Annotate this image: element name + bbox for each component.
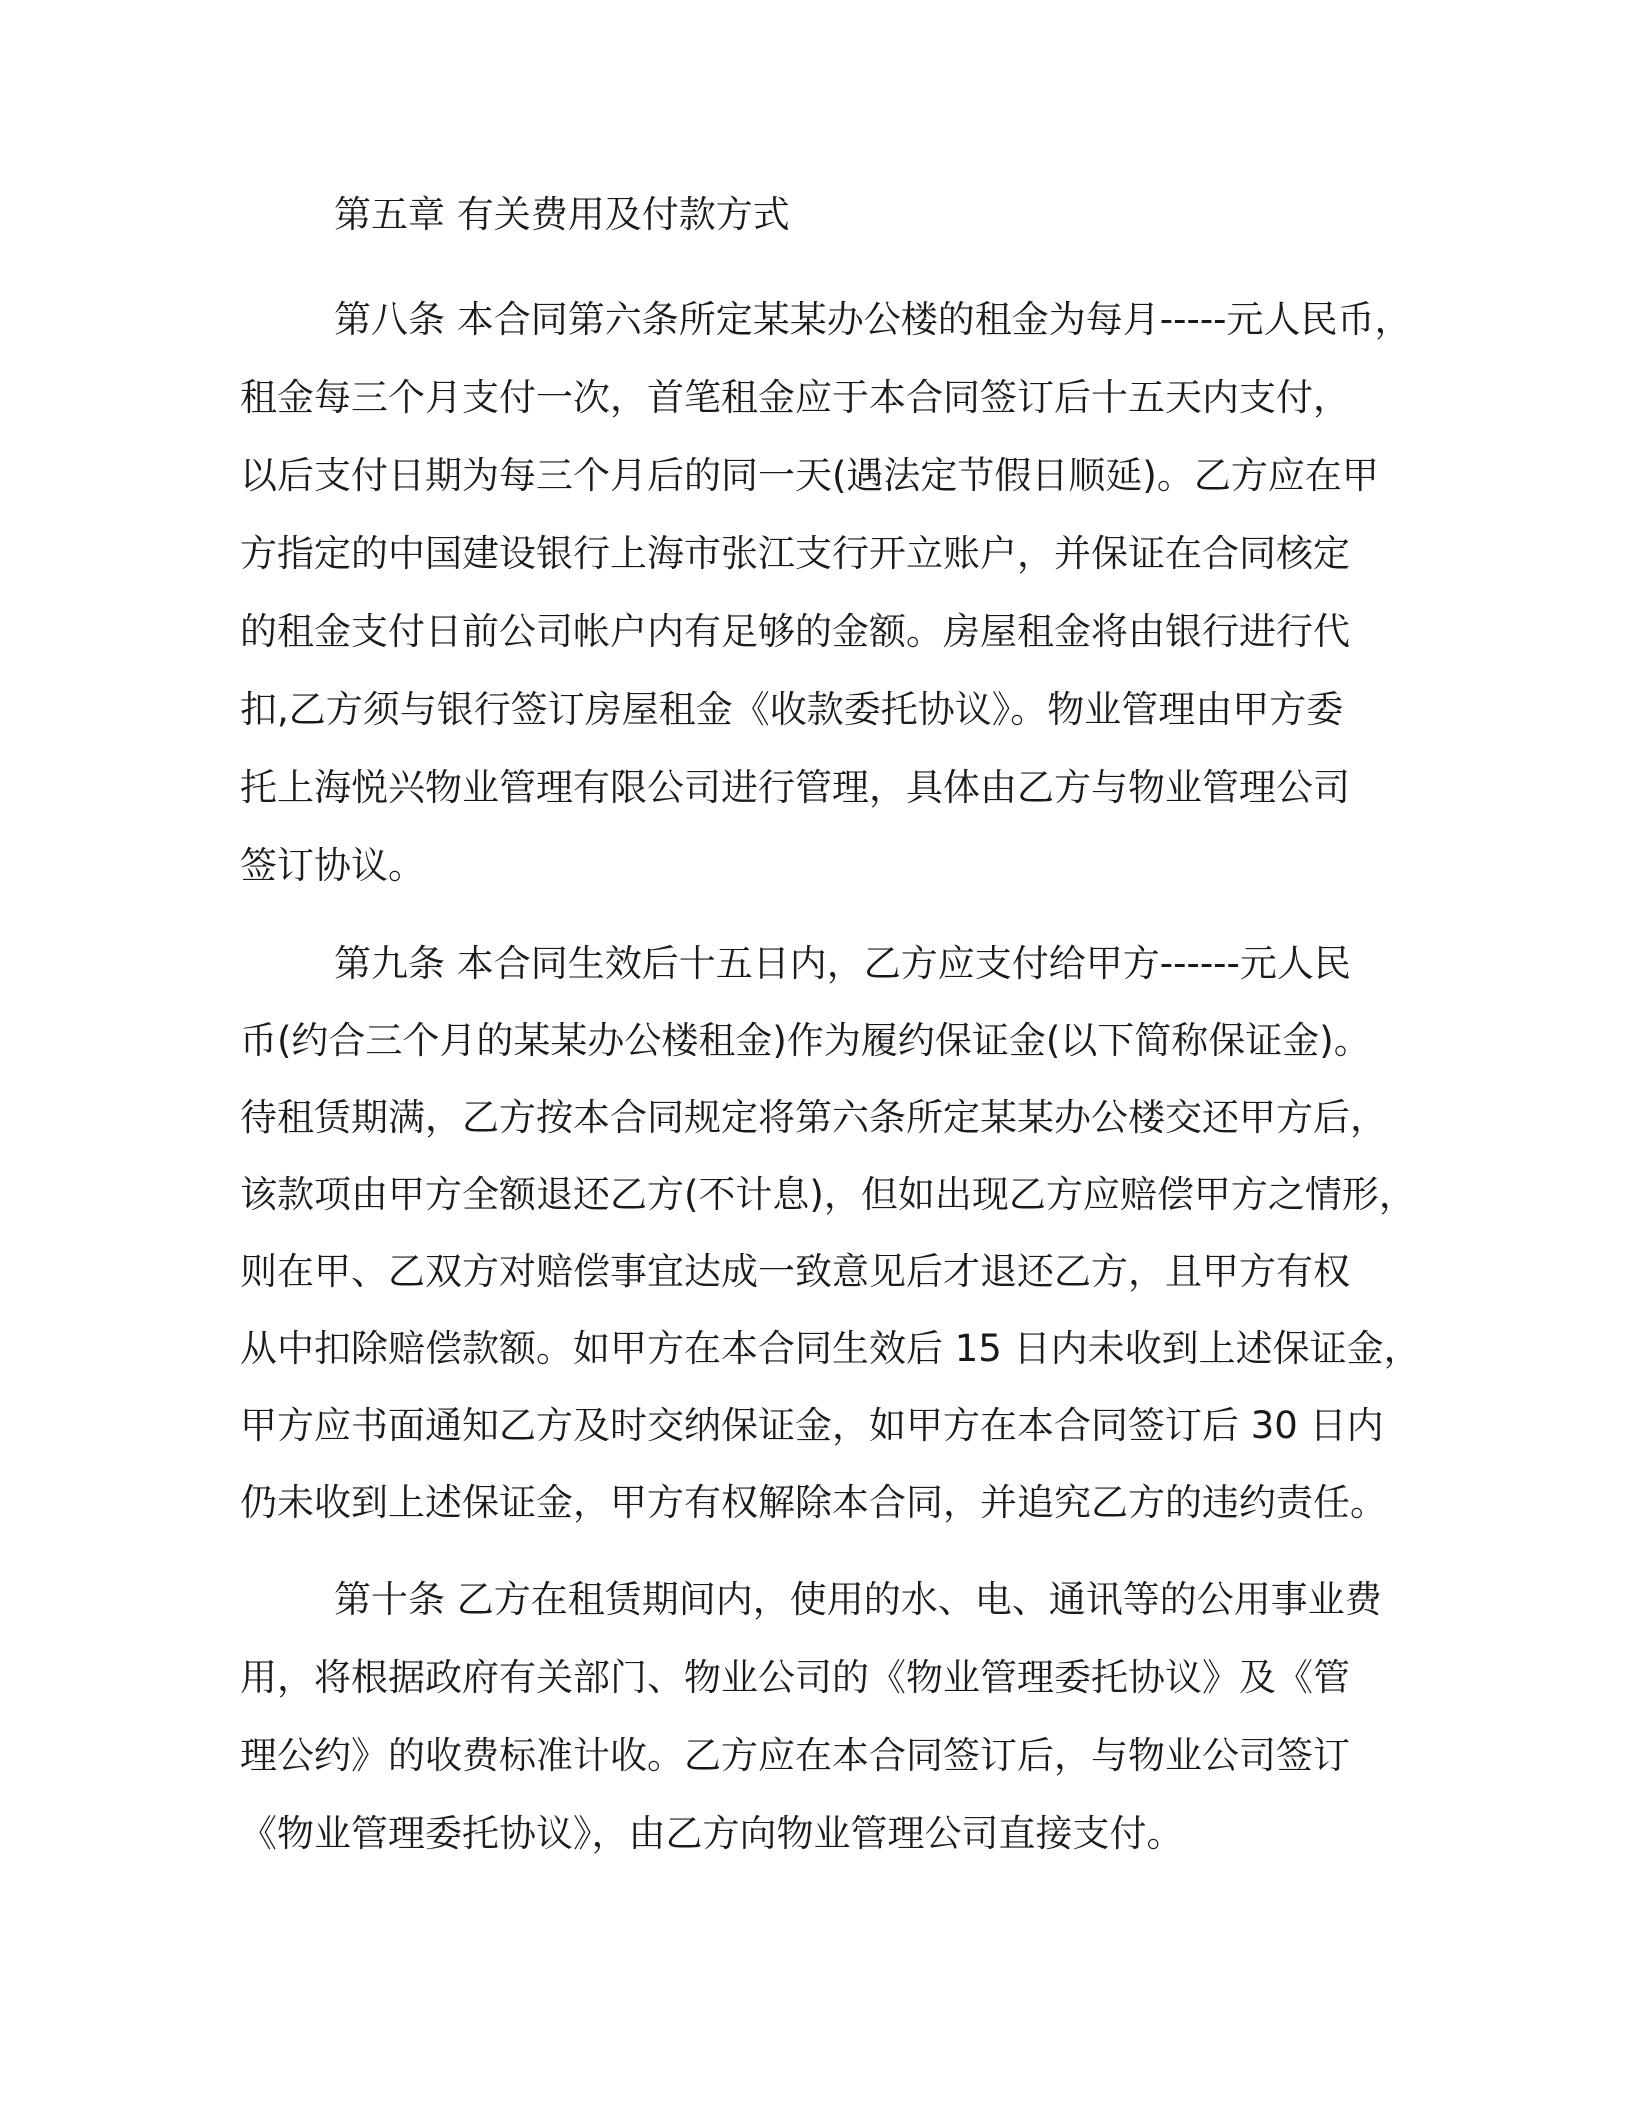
article-9-line: 从中扣除赔偿款额。如甲方在本合同生效后 15 日内未收到上述保证金， [240, 1327, 1421, 1370]
article-9-line: 待租赁期满，乙方按本合同规定将第六条所定某某办公楼交还甲方后， [240, 1096, 1387, 1139]
article-10-line: 用，将根据政府有关部门、物业公司的《物业管理委托协议》及《管 [240, 1656, 1350, 1699]
article-8-line: 方指定的中国建设银行上海市张江支行开立账户，并保证在合同核定 [240, 532, 1350, 575]
article-9-line: 第九条 本合同生效后十五日内，乙方应支付给甲方------元人民 [334, 942, 1351, 985]
article-10-line: 理公约》的收费标准计收。乙方应在本合同签订后，与物业公司签订 [240, 1734, 1350, 1777]
article-8-line: 租金每三个月支付一次，首笔租金应于本合同签订后十五天内支付， [240, 376, 1350, 419]
article-9-line: 甲方应书面通知乙方及时交纳保证金，如甲方在本合同签订后 30 日内 [240, 1404, 1384, 1447]
article-9-line: 仍未收到上述保证金，甲方有权解除本合同，并追究乙方的违约责任。 [240, 1481, 1387, 1524]
article-8-line: 的租金支付日前公司帐户内有足够的金额。房屋租金将由银行进行代 [240, 610, 1350, 653]
article-9-line: 币(约合三个月的某某办公楼租金)作为履约保证金(以下简称保证金)。 [240, 1019, 1371, 1062]
article-10-line: 第十条 乙方在租赁期间内，使用的水、电、通讯等的公用事业费 [334, 1578, 1382, 1621]
article-8-line: 扣,乙方须与银行签订房屋租金《收款委托协议》。物业管理由甲方委 [240, 688, 1344, 731]
article-8-line: 签订协议。 [240, 844, 425, 887]
chapter-heading: 第五章 有关费用及付款方式 [334, 193, 790, 236]
article-10-line: 《物业管理委托协议》，由乙方向物业管理公司直接支付。 [240, 1812, 1184, 1855]
article-8-line: 托上海悦兴物业管理有限公司进行管理，具体由乙方与物业管理公司 [240, 766, 1350, 809]
article-8-line: 以后支付日期为每三个月后的同一天(遇法定节假日顺延)。乙方应在甲 [240, 454, 1379, 497]
article-8-line: 第八条 本合同第六条所定某某办公楼的租金为每月-----元人民币， [334, 298, 1412, 341]
article-9-line: 该款项由甲方全额退还乙方(不计息)，但如出现乙方应赔偿甲方之情形， [240, 1173, 1416, 1216]
article-9-line: 则在甲、乙双方对赔偿事宜达成一致意见后才退还乙方，且甲方有权 [240, 1250, 1350, 1293]
